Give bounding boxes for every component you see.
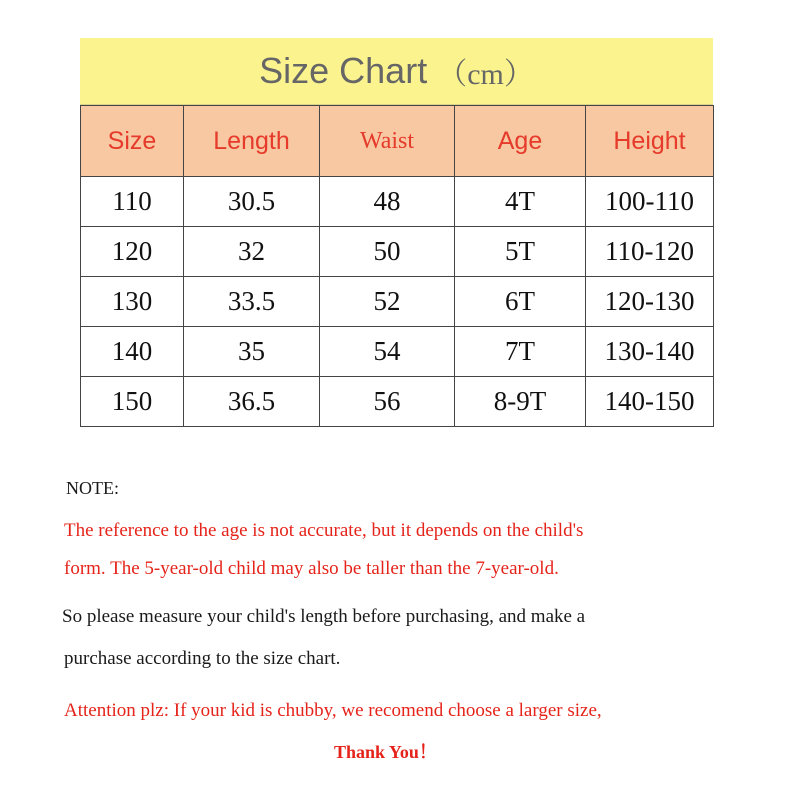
attention-line: Attention plz: If your kid is chubby, we recomend choose a larger size, xyxy=(64,700,602,721)
cell-size: 120 xyxy=(81,227,184,277)
header-height: Height xyxy=(586,106,714,177)
header-row xyxy=(81,106,714,177)
cell-waist: 52 xyxy=(320,277,455,327)
header-age: Age xyxy=(455,106,586,177)
note-black-line-2: purchase according to the size chart. xyxy=(64,648,341,669)
size-table xyxy=(80,105,714,427)
cell-height: 110-120 xyxy=(586,227,714,277)
cell-size: 110 xyxy=(81,177,184,227)
cell-length: 32 xyxy=(184,227,320,277)
note-red-line-2: form. The 5-year-old child may also be taller than the 7-year-old. xyxy=(64,558,559,579)
cell-height: 120-130 xyxy=(586,277,714,327)
cell-height: 100-110 xyxy=(586,177,714,227)
cell-length: 33.5 xyxy=(184,277,320,327)
table-row xyxy=(81,277,714,327)
cell-size: 140 xyxy=(81,327,184,377)
note-red-line-1: The reference to the age is not accurate, but it depends on the child's xyxy=(64,520,584,541)
note-black-line-1: So please measure your child's length before purchasing, and make a xyxy=(62,606,586,627)
cell-height: 140-150 xyxy=(586,377,714,427)
chart-title-unit: （cm） xyxy=(437,58,534,91)
cell-size: 150 xyxy=(81,377,184,427)
table-row xyxy=(81,177,714,227)
cell-height: 130-140 xyxy=(586,327,714,377)
table-row xyxy=(81,327,714,377)
cell-age: 7T xyxy=(455,327,586,377)
cell-age: 8-9T xyxy=(455,377,586,427)
cell-length: 35 xyxy=(184,327,320,377)
header-size: Size xyxy=(81,106,184,177)
cell-age: 4T xyxy=(455,177,586,227)
cell-waist: 54 xyxy=(320,327,455,377)
table-row xyxy=(81,377,714,427)
cell-waist: 48 xyxy=(320,177,455,227)
cell-length: 36.5 xyxy=(184,377,320,427)
cell-age: 6T xyxy=(455,277,586,327)
chart-title xyxy=(80,38,713,105)
cell-size: 130 xyxy=(81,277,184,327)
cell-waist: 56 xyxy=(320,377,455,427)
cell-waist: 50 xyxy=(320,227,455,277)
header-waist: Waist xyxy=(320,106,455,177)
chart-title-text: Size Chart xyxy=(259,50,428,91)
table-row xyxy=(81,227,714,277)
header-length: Length xyxy=(184,106,320,177)
size-chart xyxy=(80,38,713,427)
cell-age: 5T xyxy=(455,227,586,277)
cell-length: 30.5 xyxy=(184,177,320,227)
thank-you-text: Thank You！ xyxy=(334,742,437,762)
note-label: NOTE: xyxy=(66,478,119,498)
